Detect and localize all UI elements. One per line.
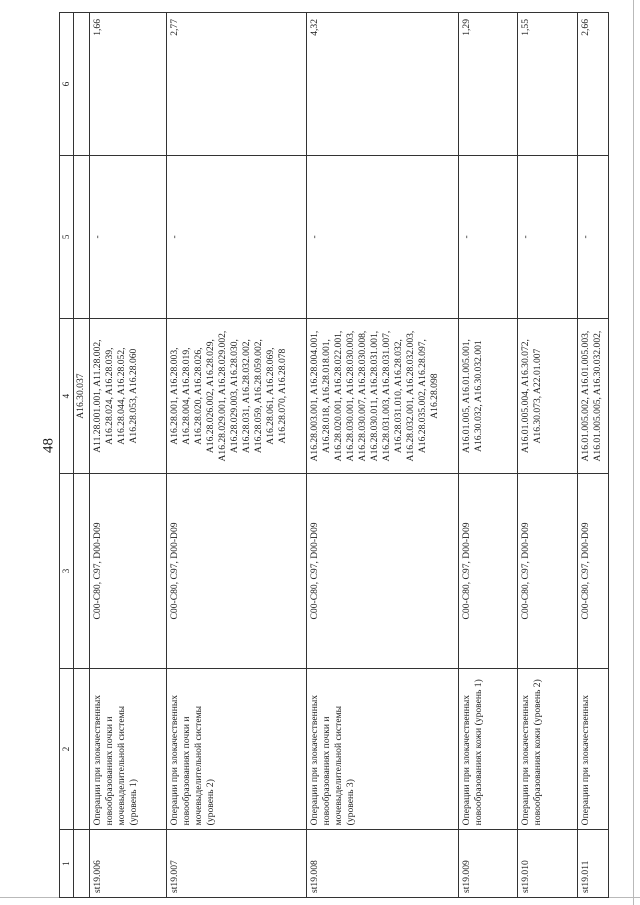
row-age: - bbox=[459, 155, 518, 318]
row-coefficient: 2,77 bbox=[166, 13, 306, 156]
row-code: st19.007 bbox=[166, 830, 306, 898]
row-operations: A16.28.001, A16.28.003, A16.28.004, A16.28.019, A16.28.020, A16.28.026, A16.28.026.002, A16.28.029, A16.28.029.001, A16.28.029.002, A16.28.029.003, A16.28.030, A16.28.031, A16.28.032.002, A16.28.059, A16.28.059.002, A16.28.061, A16.28.069, A16.28.070, A16.28.078 bbox=[166, 318, 306, 473]
header-cell-6: 6 bbox=[60, 13, 74, 156]
table-row bbox=[166, 13, 306, 898]
row-age: - bbox=[518, 155, 577, 318]
row-operations: A16.01.005.004, A16.30.072, A16.30.073, A22.01.007 bbox=[518, 318, 577, 473]
table-row bbox=[459, 13, 518, 898]
row-age: - bbox=[306, 155, 458, 318]
row-code: st19.010 bbox=[518, 830, 577, 898]
row-diagnoses: C00-C80, C97, D00-D09 bbox=[577, 474, 608, 668]
table-row bbox=[577, 13, 608, 898]
table-row bbox=[306, 13, 458, 898]
group-code-cell: A16.30.037 bbox=[74, 318, 90, 473]
row-name: Операции при злокачественных новообразованиях почки и мочевыделительной системы (уровень 3) bbox=[306, 668, 458, 830]
header-cell-5: 5 bbox=[60, 155, 74, 318]
row-coefficient: 1,66 bbox=[90, 13, 167, 156]
row-name: Операции при злокачественных новообразованиях кожи (уровень 2) bbox=[518, 668, 577, 830]
header-cell-2: 2 bbox=[60, 668, 74, 830]
page-number: 48 bbox=[40, 438, 57, 453]
row-name: Операции при злокачественных bbox=[577, 668, 608, 830]
row-diagnoses: C00-C80, C97, D00-D09 bbox=[166, 474, 306, 668]
row-name: Операции при злокачественных новообразованиях почки и мочевыделительной системы (уровень 1) bbox=[90, 668, 167, 830]
row-operations: A11.28.001.001, A11.28.002, A16.28.024, A16.28.039, A16.28.044, A16.28.052, A16.28.053, A16.28.060 bbox=[90, 318, 167, 473]
scan-edge-right bbox=[633, 0, 634, 905]
row-operations: A16.28.003.001, A16.28.004.001, A16.28.018, A16.28.018.001, A16.28.020.001, A16.28.022.001, A16.28.030.001, A16.28.030.003, A16.28.030.007, A16.28.030.008, A16.28.030.011, A16.28.031.001, A16.28.031.003, A16.28.031.007, A16.28.031.010, A16.28.032, A16.28.032.001, A16.28.032.003, A16.28.035.002, A16.28.097, A16.28.098 bbox=[306, 318, 458, 473]
tariff-table bbox=[59, 12, 609, 898]
row-coefficient: 1,29 bbox=[459, 13, 518, 156]
row-code: st19.006 bbox=[90, 830, 167, 898]
row-operations: A16.01.005, A16.01.005.001, A16.30.032, A16.30.032.001 bbox=[459, 318, 518, 473]
row-coefficient: 1,55 bbox=[518, 13, 577, 156]
header-cell-3: 3 bbox=[60, 474, 74, 668]
table-row bbox=[90, 13, 167, 898]
header-cell-4: 4 bbox=[60, 318, 74, 473]
row-coefficient: 2,66 bbox=[577, 13, 608, 156]
row-diagnoses: C00-C80, C97, D00-D09 bbox=[518, 474, 577, 668]
row-name: Операции при злокачественных новообразованиях почки и мочевыделительной системы (уровень 2) bbox=[166, 668, 306, 830]
header-row bbox=[60, 13, 74, 898]
row-operations: A16.01.005.002, A16.01.005.003, A16.01.005.005, A16.30.032.002, bbox=[577, 318, 608, 473]
row-code: st19.008 bbox=[306, 830, 458, 898]
row-age: - bbox=[90, 155, 167, 318]
row-diagnoses: C00-C80, C97, D00-D09 bbox=[459, 474, 518, 668]
row-diagnoses: C00-C80, C97, D00-D09 bbox=[306, 474, 458, 668]
row-code: st19.009 bbox=[459, 830, 518, 898]
row-age: - bbox=[166, 155, 306, 318]
row-code: st19.011 bbox=[577, 830, 608, 898]
table-row bbox=[518, 13, 577, 898]
row-coefficient: 4,32 bbox=[306, 13, 458, 156]
header-cell-1: 1 bbox=[60, 830, 74, 898]
group-row bbox=[74, 13, 90, 898]
row-diagnoses: C00-C80, C97, D00-D09 bbox=[90, 474, 167, 668]
row-name: Операции при злокачественных новообразованиях кожи (уровень 1) bbox=[459, 668, 518, 830]
row-age: - bbox=[577, 155, 608, 318]
rotated-table-container bbox=[59, 12, 609, 898]
